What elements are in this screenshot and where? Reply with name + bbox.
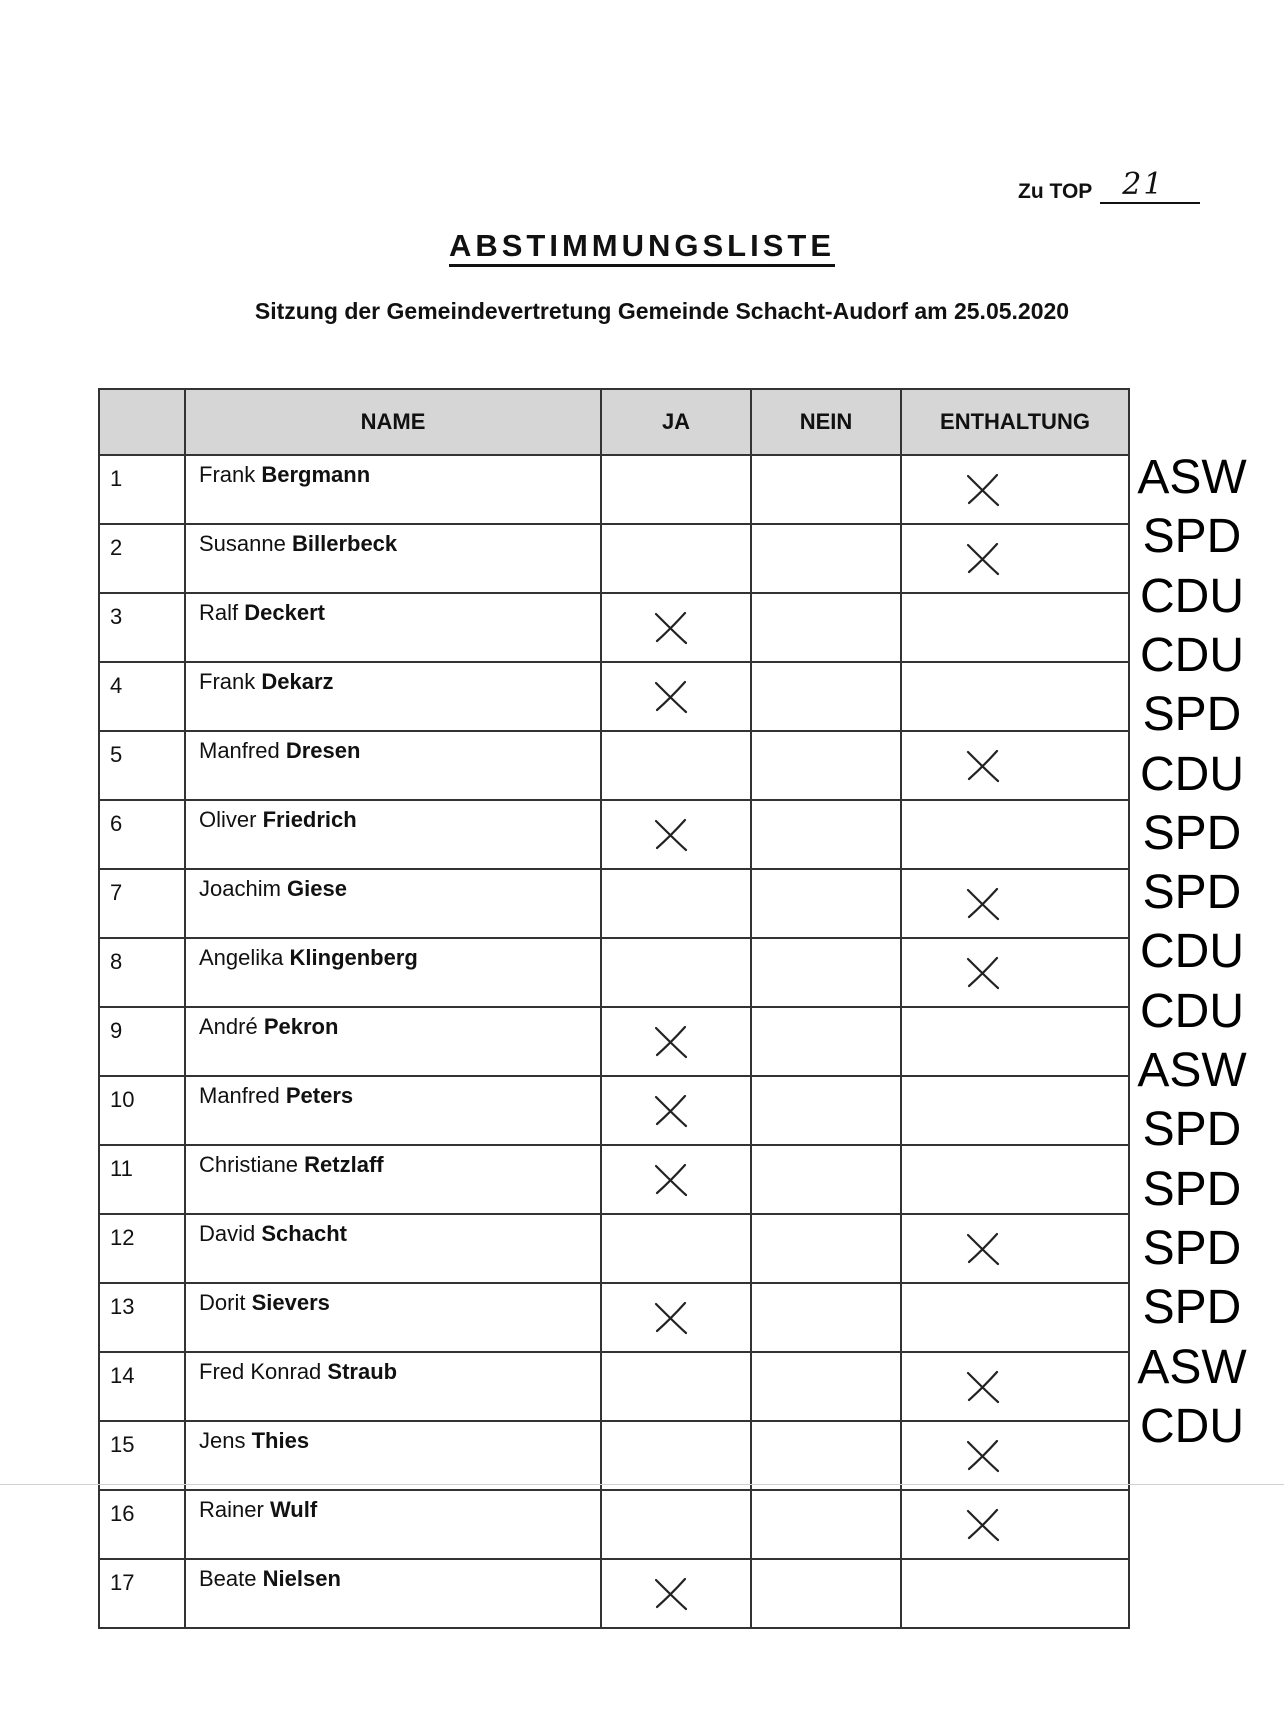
- row-number: 13: [99, 1283, 185, 1352]
- vote-cell-ja: [601, 1214, 751, 1283]
- vote-mark-x-icon: [964, 1367, 1002, 1405]
- member-last-name: Deckert: [244, 600, 325, 625]
- member-name: [185, 593, 601, 662]
- party-label: CDU: [1140, 628, 1244, 682]
- member-first-name: Joachim: [199, 876, 281, 901]
- row-number: 7: [99, 869, 185, 938]
- vote-cell-ja: [601, 1559, 751, 1628]
- member-name: [185, 1559, 601, 1628]
- top-reference-label: Zu TOP: [1018, 180, 1093, 203]
- member-first-name: Christiane: [199, 1152, 299, 1177]
- member-last-name: Peters: [285, 1083, 354, 1108]
- vote-cell-enthaltung: [901, 1283, 1129, 1352]
- vote-cell-ja: [601, 1145, 751, 1214]
- member-first-name: Susanne: [199, 531, 286, 556]
- table-row: [99, 869, 1129, 938]
- member-last-name: Dekarz: [261, 669, 334, 694]
- vote-cell-nein: [751, 524, 901, 593]
- table-row: [99, 455, 1129, 524]
- member-first-name: Manfred: [199, 1083, 280, 1108]
- member-first-name: Manfred: [199, 738, 280, 763]
- vote-mark-x-icon: [964, 1229, 1002, 1267]
- member-last-name: Billerbeck: [291, 531, 398, 556]
- table-row: [99, 593, 1129, 662]
- vote-cell-nein: [751, 662, 901, 731]
- member-first-name: Jens: [199, 1428, 246, 1453]
- member-last-name: Thies: [251, 1428, 310, 1453]
- member-name: [185, 1145, 601, 1214]
- member-name: [185, 524, 601, 593]
- vote-cell-ja: [601, 938, 751, 1007]
- member-name: [185, 662, 601, 731]
- vote-cell-enthaltung: [901, 593, 1129, 662]
- party-label: SPD: [1142, 1103, 1242, 1157]
- party-label: CDU: [1140, 747, 1244, 801]
- vote-cell-nein: [751, 1421, 901, 1490]
- vote-mark-x-icon: [652, 815, 690, 853]
- vote-cell-nein: [751, 455, 901, 524]
- vote-cell-nein: [751, 869, 901, 938]
- vote-cell-enthaltung: [901, 1421, 1129, 1490]
- vote-cell-ja: [601, 524, 751, 593]
- vote-cell-ja: [601, 1007, 751, 1076]
- member-name: [185, 731, 601, 800]
- vote-cell-ja: [601, 869, 751, 938]
- header-name: NAME: [185, 389, 601, 455]
- party-label: CDU: [1140, 925, 1244, 979]
- vote-cell-nein: [751, 731, 901, 800]
- member-first-name: Ralf: [199, 600, 239, 625]
- row-number: 8: [99, 938, 185, 1007]
- vote-cell-enthaltung: [901, 731, 1129, 800]
- top-reference-blank: [1100, 167, 1200, 204]
- vote-cell-ja: [601, 455, 751, 524]
- table-row: [99, 938, 1129, 1007]
- member-first-name: Angelika: [199, 945, 284, 970]
- vote-cell-nein: [751, 1007, 901, 1076]
- vote-cell-enthaltung: [901, 524, 1129, 593]
- row-number: 5: [99, 731, 185, 800]
- vote-cell-nein: [751, 1559, 901, 1628]
- member-first-name: David: [199, 1221, 256, 1246]
- member-last-name: Straub: [327, 1359, 398, 1384]
- vote-mark-x-icon: [652, 1091, 690, 1129]
- table-row: [99, 731, 1129, 800]
- table-row: [99, 524, 1129, 593]
- member-name: [185, 869, 601, 938]
- vote-mark-x-icon: [652, 1160, 690, 1198]
- vote-cell-enthaltung: [901, 1214, 1129, 1283]
- voting-table-body: [99, 455, 1129, 1628]
- party-label: SPD: [1142, 806, 1242, 860]
- vote-cell-nein: [751, 1076, 901, 1145]
- table-row: [99, 1421, 1129, 1490]
- row-number: 14: [99, 1352, 185, 1421]
- vote-cell-enthaltung: [901, 1076, 1129, 1145]
- party-label: CDU: [1140, 1399, 1244, 1453]
- row-number: 17: [99, 1559, 185, 1628]
- row-number: 6: [99, 800, 185, 869]
- party-label: CDU: [1140, 984, 1244, 1038]
- vote-mark-x-icon: [652, 608, 690, 646]
- party-label: ASW: [1137, 1044, 1247, 1097]
- vote-mark-x-icon: [964, 539, 1002, 577]
- vote-cell-enthaltung: [901, 1352, 1129, 1421]
- vote-cell-ja: [601, 1283, 751, 1352]
- member-last-name: Pekron: [263, 1014, 339, 1039]
- member-first-name: André: [199, 1014, 258, 1039]
- vote-mark-x-icon: [652, 1574, 690, 1612]
- vote-mark-x-icon: [964, 746, 1002, 784]
- header-enthaltung: ENTHALTUNG: [901, 389, 1129, 455]
- member-name: [185, 1007, 601, 1076]
- vote-cell-ja: [601, 1352, 751, 1421]
- vote-cell-enthaltung: [901, 1559, 1129, 1628]
- table-row: [99, 1559, 1129, 1628]
- row-number: 12: [99, 1214, 185, 1283]
- table-row: [99, 800, 1129, 869]
- vote-mark-x-icon: [964, 1436, 1002, 1474]
- member-first-name: Oliver: [199, 807, 257, 832]
- vote-cell-nein: [751, 593, 901, 662]
- page-divider: [0, 1484, 1284, 1485]
- member-name: [185, 1283, 601, 1352]
- vote-cell-nein: [751, 1214, 901, 1283]
- vote-mark-x-icon: [652, 1298, 690, 1336]
- party-label: CDU: [1140, 569, 1244, 623]
- member-name: [185, 1421, 601, 1490]
- member-first-name: Rainer: [199, 1497, 264, 1522]
- row-number: 2: [99, 524, 185, 593]
- vote-cell-enthaltung: [901, 1007, 1129, 1076]
- vote-mark-x-icon: [652, 677, 690, 715]
- header-nein: NEIN: [751, 389, 901, 455]
- member-first-name: Beate: [199, 1566, 257, 1591]
- row-number: 11: [99, 1145, 185, 1214]
- member-name: [185, 1352, 601, 1421]
- party-label: SPD: [1142, 688, 1242, 742]
- vote-cell-enthaltung: [901, 800, 1129, 869]
- vote-mark-x-icon: [652, 1022, 690, 1060]
- vote-cell-ja: [601, 662, 751, 731]
- header-number: [99, 389, 185, 455]
- member-last-name: Wulf: [269, 1497, 318, 1522]
- vote-mark-x-icon: [964, 953, 1002, 991]
- voting-table: [98, 388, 1130, 1629]
- table-row: [99, 1007, 1129, 1076]
- vote-cell-nein: [751, 1352, 901, 1421]
- row-number: 9: [99, 1007, 185, 1076]
- vote-cell-ja: [601, 731, 751, 800]
- row-number: 1: [99, 455, 185, 524]
- member-last-name: Dresen: [285, 738, 361, 763]
- vote-mark-x-icon: [964, 884, 1002, 922]
- member-last-name: Nielsen: [262, 1566, 341, 1591]
- party-label: SPD: [1142, 1221, 1242, 1275]
- row-number: 10: [99, 1076, 185, 1145]
- member-last-name: Retzlaff: [304, 1152, 384, 1177]
- member-first-name: Dorit: [199, 1290, 246, 1315]
- party-label: SPD: [1142, 1281, 1242, 1335]
- member-name: [185, 938, 601, 1007]
- vote-cell-nein: [751, 1145, 901, 1214]
- party-label: SPD: [1142, 510, 1242, 564]
- member-name: [185, 800, 601, 869]
- vote-cell-ja: [601, 1421, 751, 1490]
- member-first-name: Frank: [199, 669, 256, 694]
- member-last-name: Sievers: [251, 1290, 330, 1315]
- member-last-name: Giese: [287, 876, 347, 901]
- vote-mark-x-icon: [964, 470, 1002, 508]
- member-last-name: Klingenberg: [289, 945, 418, 970]
- table-row: [99, 1145, 1129, 1214]
- member-name: [185, 455, 601, 524]
- vote-cell-ja: [601, 1076, 751, 1145]
- table-row: [99, 1214, 1129, 1283]
- voting-table-header-row: [99, 389, 1129, 455]
- party-label: SPD: [1142, 1162, 1242, 1216]
- party-label: ASW: [1137, 451, 1247, 504]
- vote-cell-nein: [751, 800, 901, 869]
- document-title-text: ABSTIMMUNGSLISTE: [449, 228, 835, 267]
- table-row: [99, 1283, 1129, 1352]
- vote-cell-nein: [751, 938, 901, 1007]
- member-name: [185, 1214, 601, 1283]
- vote-cell-ja: [601, 1490, 751, 1559]
- table-row: [99, 1490, 1129, 1559]
- vote-cell-nein: [751, 1490, 901, 1559]
- vote-cell-ja: [601, 593, 751, 662]
- vote-cell-enthaltung: [901, 938, 1129, 1007]
- table-row: [99, 1076, 1129, 1145]
- vote-cell-enthaltung: [901, 1490, 1129, 1559]
- vote-cell-enthaltung: [901, 455, 1129, 524]
- vote-mark-x-icon: [964, 1505, 1002, 1543]
- party-label: SPD: [1142, 866, 1242, 920]
- party-label: ASW: [1137, 1340, 1247, 1394]
- member-last-name: Bergmann: [261, 462, 371, 487]
- member-first-name: Fred Konrad: [199, 1359, 322, 1384]
- row-number: 3: [99, 593, 185, 662]
- session-subtitle: Sitzung der Gemeindevertretung Gemeinde Schacht-Audorf am 25.05.2020: [254, 298, 1070, 324]
- document-title: [0, 228, 1284, 264]
- row-number: 15: [99, 1421, 185, 1490]
- member-name: [185, 1076, 601, 1145]
- top-reference-handwritten-value: 21: [1122, 167, 1165, 202]
- member-first-name: Frank: [199, 462, 256, 487]
- vote-cell-ja: [601, 800, 751, 869]
- member-last-name: Schacht: [261, 1221, 347, 1246]
- vote-cell-enthaltung: [901, 1145, 1129, 1214]
- table-row: [99, 662, 1129, 731]
- vote-cell-enthaltung: [901, 662, 1129, 731]
- row-number: 16: [99, 1490, 185, 1559]
- row-number: 4: [99, 662, 185, 731]
- member-name: [185, 1490, 601, 1559]
- vote-cell-nein: [751, 1283, 901, 1352]
- table-row: [99, 1352, 1129, 1421]
- member-last-name: Friedrich: [262, 807, 357, 832]
- top-reference: [1018, 167, 1200, 204]
- header-ja: JA: [601, 389, 751, 455]
- vote-cell-enthaltung: [901, 869, 1129, 938]
